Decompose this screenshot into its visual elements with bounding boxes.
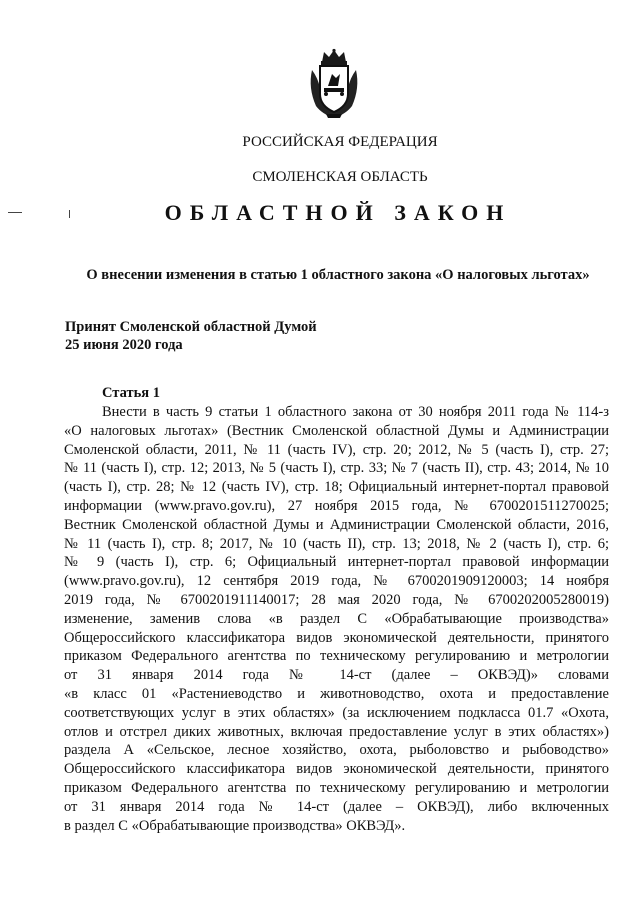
article-line: «О налоговых льготах» (Вестник Смоленской областной Думы и Администрации: [64, 422, 609, 439]
region-name: СМОЛЕНСКАЯ ОБЛАСТЬ: [252, 169, 428, 185]
article-line: соответствующих услуг в этих областях» (за исключением подкласса 01.7 «Охота,: [64, 704, 609, 721]
article-line: № 11 (часть I), стр. 8; 2017, № 10 (часть II), стр. 13; 2018, № 2 (часть I), стр. 6;: [64, 535, 609, 552]
article-line: (часть I), стр. 28; № 12 (часть IV), стр. 18; Официальный интернет-портал правовой: [64, 479, 609, 496]
article-heading: Статья 1: [102, 385, 160, 401]
adoption-info: [65, 318, 317, 354]
article-line: в раздел С «Обрабатывающие производства» ОКВЭД».: [64, 817, 406, 834]
country-name: РОССИЙСКАЯ ФЕДЕРАЦИЯ: [242, 134, 438, 150]
article-line: «в класс 01 «Растениеводство и животноводство, охота и предоставление: [64, 685, 609, 702]
article-line: от 31 января 2014 года № 14-ст (далее – ОКВЭД)» словами: [64, 667, 609, 684]
article-line: Внести в часть 9 статьи 1 областного закона от 30 ноября 2011 года № 114-з: [102, 404, 609, 420]
margin-mark: [8, 212, 22, 213]
article-line: раздела А «Сельское, лесное хозяйство, охота, рыболовство и рыбоводство»: [64, 742, 609, 759]
article-line: от 31 января 2014 года № 14-ст (далее – ОКВЭД), либо включенных: [64, 798, 609, 815]
article-line: Общероссийского классификатора видов экономической деятельности, принятого: [64, 629, 609, 646]
article-line: Общероссийского классификатора видов экономической деятельности, принятого: [64, 761, 609, 778]
document-type: ОБЛАСТНОЙ ЗАКОН: [164, 200, 512, 225]
article-line: Вестник Смоленской областной Думы и Администрации Смоленской области, 2016,: [64, 516, 609, 533]
article-line: № 11 (часть I), стр. 12; 2013, № 5 (часть I), стр. 33; № 7 (часть II), стр. 43; 2014, № 10: [64, 460, 609, 477]
article-line: приказом Федерального агентства по техническому регулированию и метрологии: [64, 648, 609, 665]
article-line: изменение, заменив слова «в раздел С «Обрабатывающие производства»: [64, 610, 609, 627]
article-line: отлов и отстрел диких животных, включая предоставление услуг в этих областях»): [64, 723, 609, 740]
coat-of-arms-icon: [304, 48, 364, 120]
adopted-date: 25 июня 2020 года: [65, 337, 183, 353]
article-line: приказом Федерального агентства по техническому регулированию и метрологии: [64, 779, 609, 796]
article-line: информации (www.pravo.gov.ru), 27 ноября 2015 года, № 6700201511270025;: [64, 497, 609, 514]
adopted-by: Принят Смоленской областной Думой: [65, 319, 317, 335]
article-line: 2019 года, № 6700201911140017; 28 мая 2020 года, № 6700202005280019): [64, 591, 609, 608]
article-body: [64, 403, 609, 835]
article-line: (www.pravo.gov.ru), 12 сентября 2019 года, № 6700201909120003; 14 ноября: [64, 573, 609, 590]
article-line: № 9 (часть I), стр. 6; Официальный интернет-портал правовой информации: [64, 554, 609, 571]
margin-mark: [69, 210, 70, 218]
law-title: О внесении изменения в статью 1 областного закона «О налоговых льготах»: [86, 267, 590, 283]
article-line: Смоленской области, 2011, № 11 (часть IV), стр. 20; 2012, № 5 (часть I), стр. 27;: [64, 441, 609, 458]
